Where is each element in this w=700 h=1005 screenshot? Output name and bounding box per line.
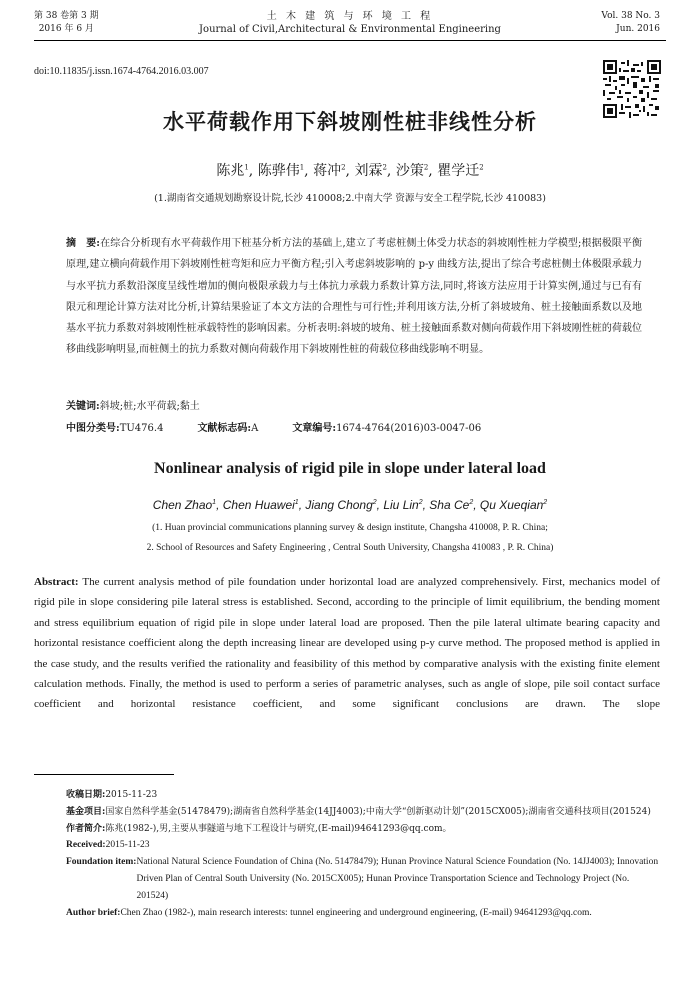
affiliation-en-2: 2. School of Resources and Safety Engineering , Central South University, Changsha 410083 , P. R. China) <box>146 543 554 553</box>
doi[interactable]: doi:10.11835/j.issn.1674-4764.2016.03.007 <box>34 66 209 77</box>
journal-name-cn: 土 木 建 筑 与 环 境 工 程 <box>266 11 434 22</box>
header-issue <box>34 10 99 36</box>
abstract-cn <box>66 233 642 361</box>
author-en: Qu Xueqian$^2$ <box>479 498 548 512</box>
footnote-received-cn: 收稿日期: 2015-11-23 <box>66 790 158 800</box>
author-en: Chen Huawei$^1$, <box>222 498 306 512</box>
header-date-cn: 2016 年 6 月 <box>38 24 94 34</box>
abstract-cn-label: 摘 要: <box>66 238 100 249</box>
author-cn: 瞿学迁$^2$ <box>437 163 484 179</box>
footnote-rule <box>34 774 174 775</box>
header-issue-en <box>601 10 660 36</box>
document-code: 文献标志码:A <box>197 423 259 434</box>
footnote-funding-en: Foundation item: National Natural Science Foundation of China (No. 51478479); Hunan Province Natural Science Foundation (No. 14JJ4003); Innovation Driven Plan of Central South University (No. 2015CX005); Hunan Province Transportation Science and Technology Project (No. 201524) <box>66 857 659 901</box>
footnote-author-en: Author brief: Chen Zhao (1982-), main research interests: tunnel engineering and underground engineering, (E-mail) 94641293@qq.com. <box>66 907 592 918</box>
header-rule <box>34 40 666 41</box>
title-cn: 水平荷载作用下斜坡刚性桩非线性分析 <box>163 109 537 134</box>
title-en: Nonlinear analysis of rigid pile in slope under lateral load <box>154 460 546 477</box>
footnote-author-cn: 作者简介: 陈兆(1982-),男,主要从事隧道与地下工程设计与研究,(E-mail)94641293@qq.com。 <box>66 823 452 834</box>
author-en: Liu Lin$^2$, <box>383 498 430 512</box>
author-en: Jiang Chong$^2$, <box>305 498 384 512</box>
keywords-cn-label: 关键词: <box>66 401 100 412</box>
author-cn: 陈兆$^1$ <box>216 163 249 179</box>
abstract-en-text: The current analysis method of pile foundation under horizontal load are analyzed comprehensively. First, mechanics model of rigid pile in slope considering pile lateral stress is established. Second, according to the principle of limit equilibrium, the bending moment and stress equilibrium equation of rigid pile in slope under lateral load are proposed. Then the pile lateral ultimate bearing capacity and horizontal resistance coefficient along the depth increasing linear are developed using p-y curve method. The proposed method is applied in the case study, and the results verified the rationality and feasibility of this method by comparative analysis with the existing finite element calculation methods. Finally, the method is used to perform a series of parametric analyses, such as angle of slope, pile soil contact surface coefficient and horizontal resistance coefficient, and some significant conclusions are drawn. The slope <box>34 576 660 711</box>
affiliation-cn: (1.湖南省交通规划勘察设计院,长沙 410008;2.中南大学 资源与安全工程学院,长沙 410083) <box>154 193 546 204</box>
author-cn: 陈骅伟$^1$ <box>257 163 305 179</box>
keywords-cn <box>66 397 200 412</box>
header-date-en: Jun. 2016 <box>616 24 660 34</box>
classification-row <box>66 419 642 434</box>
abstract-cn-text: 在综合分析现有水平荷载作用下桩基分析方法的基础上,建立了考虑桩侧土体受力状态的斜坡刚性桩力学模型;根据极限平衡原理,建立横向荷载作用下斜坡刚性桩弯矩和应力平衡方程;引入考虑斜坡影响的 p-y 曲线方法,提出了综合考虑桩侧土体极限承载力与水平抗力系数沿深度呈线性增加的侧向极限承载力与土体抗力承载力系数计算方法,同时,将该方法应用于计算实例,通过与已有有限元和理论计算方法对比分析,计算结果验证了本文方法的合理性与可行性;并利用该方法,分析了斜坡坡角、桩土接触面系数以及地基水平抗力系数对斜坡刚性桩承载特性的影响因素。分析表明:斜坡的坡角、桩土接触面系数对侧向荷载作用下斜坡刚性桩的荷载位移曲线影响明显,而桩侧土的抗力系数对侧向荷载作用下斜坡刚性桩的荷载位移曲线影响不明显。 <box>66 238 642 356</box>
article-number: 文章编号:1674-4764(2016)03-0047-06 <box>292 423 482 434</box>
journal-name-en: Journal of Civil,Architectural & Environmental Engineering <box>199 24 501 35</box>
clc-number: 中图分类号:TU476.4 <box>66 423 164 434</box>
footnote-funding-cn: 基金项目: 国家自然科学基金(51478479);湖南省自然科学基金(14JJ4003);中南大学“创新驱动计划”(2015CX005);湖南省交通科技项目(201524) <box>66 806 651 817</box>
footnotes <box>66 787 660 921</box>
abstract-en <box>34 572 660 715</box>
affiliation-en-1: (1. Huan provincial communications planning survey & design institute, Changsha 410008, P. R. China; <box>152 523 548 533</box>
header-volume-en: Vol. 38 No. 3 <box>601 11 660 21</box>
header-journal <box>160 10 540 36</box>
author-en: Chen Zhao$^1$, <box>152 498 223 512</box>
author-cn: 蒋冲$^2$ <box>313 163 346 179</box>
authors-en <box>0 498 700 512</box>
author-cn: 沙策$^2$ <box>395 163 429 179</box>
abstract-en-label: Abstract: <box>34 576 79 588</box>
footnote-received-en: Received: 2015-11-23 <box>66 840 150 851</box>
header-volume-cn: 第 38 卷第 3 期 <box>34 11 99 21</box>
author-en: Sha Ce$^2$, <box>429 498 480 512</box>
keywords-cn-text: 斜坡;桩;水平荷载;黏土 <box>99 401 200 412</box>
author-cn: 刘霖$^2$ <box>354 163 387 179</box>
authors-cn: 陈兆$^1$, 陈骅伟$^1$, 蒋冲$^2$, 刘霖$^2$, 沙策$^2$, 瞿学迁$^2$ <box>216 163 484 179</box>
